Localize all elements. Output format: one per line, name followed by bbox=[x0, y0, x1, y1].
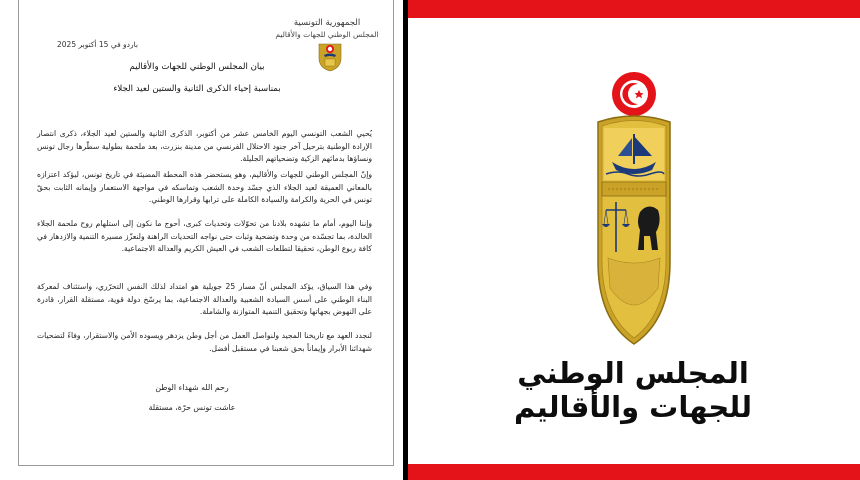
press-release-page bbox=[2, 0, 403, 480]
red-band-top bbox=[408, 0, 860, 18]
statement-subtitle: بمناسبة إحياء الذكرى الثانية والستين لعيد الجلاء bbox=[113, 84, 281, 94]
council-name: المجلس الوطني للجهات والأقاليم bbox=[514, 356, 752, 424]
council-label-small: المجلس الوطني للجهات والأقاليم bbox=[275, 30, 379, 39]
letterhead bbox=[267, 18, 387, 40]
council-banner bbox=[408, 0, 860, 480]
paragraph-2: وإنّ المجلس الوطني للجهات والأقاليم، وهو يستحضر هذه المحطة المضيئة في تاريخ تونس، ليؤكد اعتزازه بالمعاني العميقة لعيد الجلاء الذي جسّد وحدة الشعب وتماسكه في مواجهة الاستعمار وإيمانه الثابت بحقّ تونس في الحرية والكرامة والسيادة الكاملة على ترابها وقرارها الوطني. bbox=[37, 170, 372, 204]
council-emblem-icon bbox=[588, 52, 680, 352]
closing-line-2: عاشت تونس حرّة، مستقلة bbox=[148, 403, 236, 412]
statement-title: بيان المجلس الوطني للجهات والأقاليم bbox=[129, 62, 265, 72]
republic-label: الجمهورية التونسية bbox=[293, 18, 361, 28]
paragraph-4: وفي هذا السياق، يؤكد المجلس أنّ مسار 25 جويلية هو امتداد لذلك النفس التحرّري، واستئناف لمعركة البناء الوطني على أسس السيادة الشعبية والعدالة الاجتماعية، بما يرسّخ دولة قوية، مستقلة القرار، قادرة على النهوض بجهاتها وتحقيق التنمية المتوازنة والشاملة. bbox=[37, 282, 372, 316]
red-band-bottom bbox=[408, 464, 860, 480]
paragraph-5: لنجدد العهد مع تاريخنا المجيد ولنواصل العمل من أجل وطن يزدهر ويسوده الأمن والاستقرار، وفاءً لتضحيات شهدائنا الأبرار وإيماناً بحق شعبنا في مستقبل أفضل. bbox=[37, 331, 372, 353]
paragraph-3: وإننا اليوم، أمام ما تشهده بلادنا من تحوّلات وتحديات كبرى، أحوج ما نكون إلى استلهام روح ملحمة الجلاء الخالدة، بما تجسّده من وحدة وتضحية وثبات حتى نواجه التحديات الراهنة ولنعزّز مسيرة التنمية والازدهار في كافة ربوع الوطن، تحقيقا لتطلعات الشعب في العيش الكريم والعدالة الاجتماعية. bbox=[37, 219, 372, 253]
document-date: باردو في 15 أكتوبر 2025 bbox=[57, 40, 138, 49]
council-emblem-small-icon bbox=[317, 42, 343, 72]
closing-line-1: رحم الله شهداء الوطن bbox=[155, 383, 229, 392]
paragraph-1: يُحيي الشعب التونسي اليوم الخامس عشر من أكتوبر، الذكرى الثانية والستين لعيد الجلاء، ذكرى انتصار الإرادة الوطنية بترحيل آخر جنود الاحتلال الفرنسي من مدينة بنزرت، بعد ملحمة بطولية سطّرها رجال تونس ونساؤها بدمائهم الزكية وتضحياتهم الجليلة. bbox=[37, 129, 372, 163]
